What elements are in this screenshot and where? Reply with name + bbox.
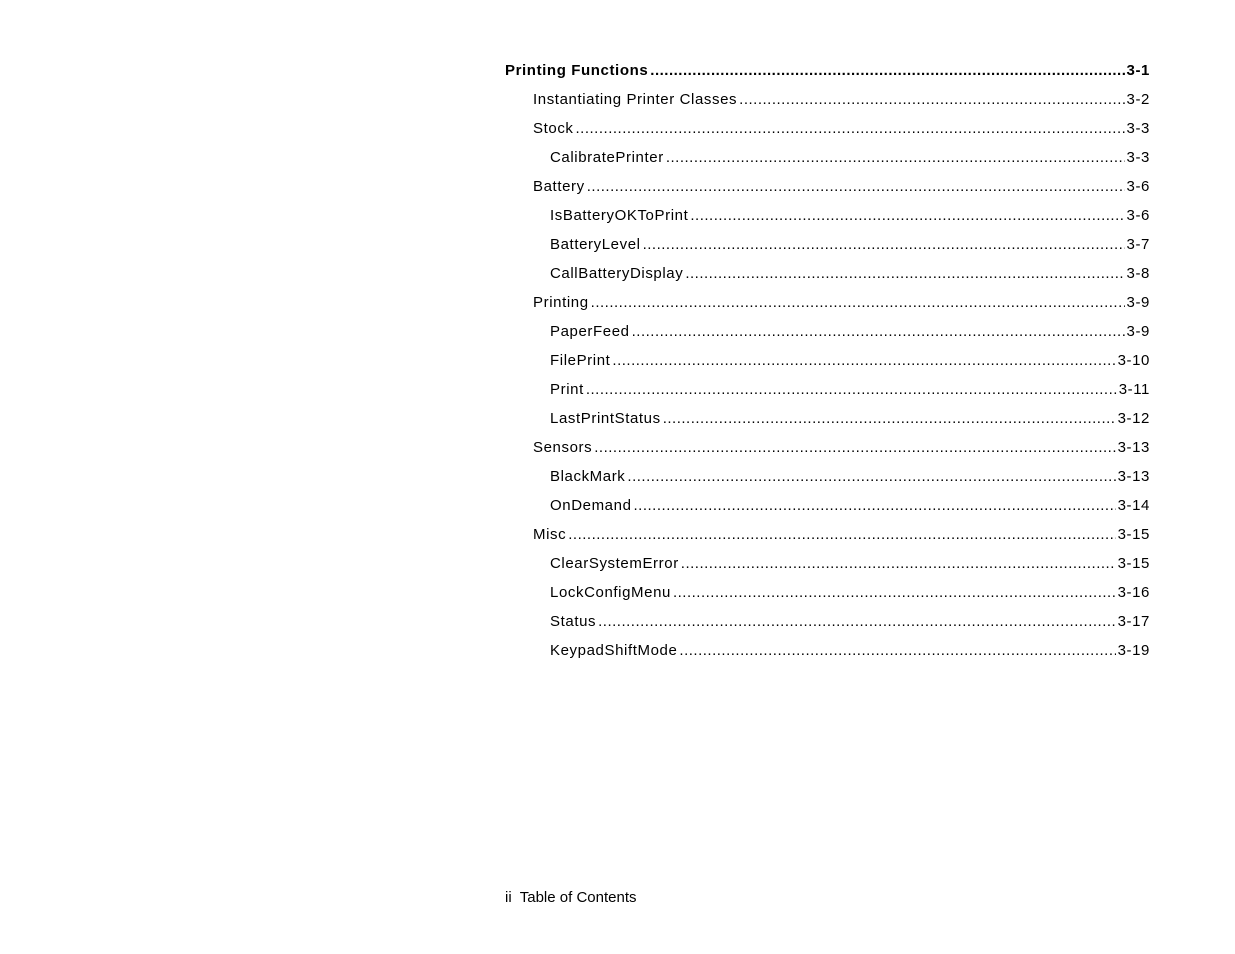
toc-entry[interactable]	[505, 520, 1150, 549]
toc-dot-leader	[598, 607, 1115, 636]
toc-entry-title[interactable]: Status	[550, 613, 597, 630]
toc-entry-title[interactable]: KeypadShiftMode	[550, 642, 678, 659]
toc-entry-title[interactable]: FilePrint	[550, 352, 611, 369]
toc-entry[interactable]	[505, 491, 1150, 520]
toc-entry-page[interactable]: 3-9	[1126, 323, 1150, 340]
toc-dot-leader	[679, 636, 1115, 665]
toc-entry[interactable]	[505, 56, 1150, 85]
toc-entry-title[interactable]: Stock	[533, 120, 574, 137]
toc-entry-page[interactable]: 3-13	[1117, 439, 1150, 456]
footer-page-number: ii	[505, 889, 512, 906]
toc-dot-leader	[666, 143, 1125, 172]
toc-dot-leader	[586, 375, 1117, 404]
toc-dot-leader	[663, 404, 1116, 433]
toc-entry[interactable]	[505, 607, 1150, 636]
toc-entry-page[interactable]: 3-17	[1117, 613, 1150, 630]
toc-entry[interactable]	[505, 375, 1150, 404]
toc-entry-page[interactable]: 3-3	[1126, 120, 1150, 137]
toc-entry-title[interactable]: IsBatteryOKToPrint	[550, 207, 689, 224]
toc-entry-title[interactable]: BatteryLevel	[550, 236, 641, 253]
toc-entry-page[interactable]: 3-6	[1126, 178, 1150, 195]
toc-entry[interactable]	[505, 433, 1150, 462]
toc-entry[interactable]	[505, 143, 1150, 172]
toc-entry[interactable]	[505, 85, 1150, 114]
toc-entry-page[interactable]: 3-8	[1126, 265, 1150, 282]
page-footer	[505, 888, 637, 908]
toc-dot-leader	[681, 549, 1116, 578]
toc-entry[interactable]	[505, 578, 1150, 607]
toc-dot-leader	[632, 317, 1125, 346]
toc-dot-leader	[685, 259, 1124, 288]
toc-entry[interactable]	[505, 172, 1150, 201]
toc-entry-title[interactable]: LockConfigMenu	[550, 584, 671, 601]
table-of-contents	[505, 56, 1150, 665]
toc-dot-leader	[576, 114, 1125, 143]
toc-entry-title[interactable]: Battery	[533, 178, 585, 195]
toc-entry-title[interactable]: BlackMark	[550, 468, 626, 485]
toc-dot-leader	[634, 491, 1116, 520]
toc-entry-page[interactable]: 3-9	[1126, 294, 1150, 311]
toc-entry-page[interactable]: 3-14	[1117, 497, 1150, 514]
toc-entry-title[interactable]: PaperFeed	[550, 323, 630, 340]
toc-dot-leader	[650, 56, 1124, 85]
toc-entry-page[interactable]: 3-13	[1117, 468, 1150, 485]
toc-entry[interactable]	[505, 346, 1150, 375]
toc-entry[interactable]	[505, 404, 1150, 433]
toc-entry-page[interactable]: 3-10	[1117, 352, 1150, 369]
footer-label: Table of Contents	[519, 889, 637, 906]
toc-entry-page[interactable]: 3-11	[1118, 381, 1150, 398]
toc-entry[interactable]	[505, 230, 1150, 259]
toc-entry[interactable]	[505, 201, 1150, 230]
toc-entry-title[interactable]: Print	[550, 381, 584, 398]
toc-entry-title[interactable]: CallBatteryDisplay	[550, 265, 684, 282]
toc-entry[interactable]	[505, 636, 1150, 665]
toc-entry-page[interactable]: 3-12	[1117, 410, 1150, 427]
toc-entry-page[interactable]: 3-2	[1126, 91, 1150, 108]
toc-dot-leader	[643, 230, 1125, 259]
toc-entry-title[interactable]: OnDemand	[550, 497, 632, 514]
toc-entry-title[interactable]: Misc	[533, 526, 567, 543]
toc-entry-page[interactable]: 3-16	[1117, 584, 1150, 601]
toc-entry-title[interactable]: Sensors	[533, 439, 593, 456]
toc-dot-leader	[739, 85, 1124, 114]
toc-entry[interactable]	[505, 317, 1150, 346]
toc-entry[interactable]	[505, 259, 1150, 288]
toc-dot-leader	[673, 578, 1116, 607]
toc-entry[interactable]	[505, 462, 1150, 491]
toc-entry[interactable]	[505, 288, 1150, 317]
toc-entry-page[interactable]: 3-6	[1126, 207, 1150, 224]
toc-dot-leader	[568, 520, 1115, 549]
toc-entry-page[interactable]: 3-19	[1117, 642, 1150, 659]
toc-dot-leader	[612, 346, 1115, 375]
toc-entry-page[interactable]: 3-3	[1126, 149, 1150, 166]
toc-entry-page[interactable]: 3-15	[1117, 555, 1150, 572]
toc-entry-title[interactable]: LastPrintStatus	[550, 410, 661, 427]
toc-entry-title[interactable]: Printing Functions	[505, 62, 649, 79]
toc-entry-page[interactable]: 3-1	[1126, 62, 1150, 79]
toc-entry-title[interactable]: ClearSystemError	[550, 555, 679, 572]
toc-entry-title[interactable]: Printing	[533, 294, 589, 311]
toc-dot-leader	[591, 288, 1125, 317]
toc-entry[interactable]	[505, 549, 1150, 578]
toc-dot-leader	[594, 433, 1115, 462]
toc-entry[interactable]	[505, 114, 1150, 143]
toc-entry-title[interactable]: Instantiating Printer Classes	[533, 91, 738, 108]
toc-entry-page[interactable]: 3-7	[1126, 236, 1150, 253]
toc-dot-leader	[587, 172, 1125, 201]
toc-dot-leader	[627, 462, 1115, 491]
toc-entry-page[interactable]: 3-15	[1117, 526, 1150, 543]
toc-dot-leader	[690, 201, 1124, 230]
toc-entry-title[interactable]: CalibratePrinter	[550, 149, 664, 166]
